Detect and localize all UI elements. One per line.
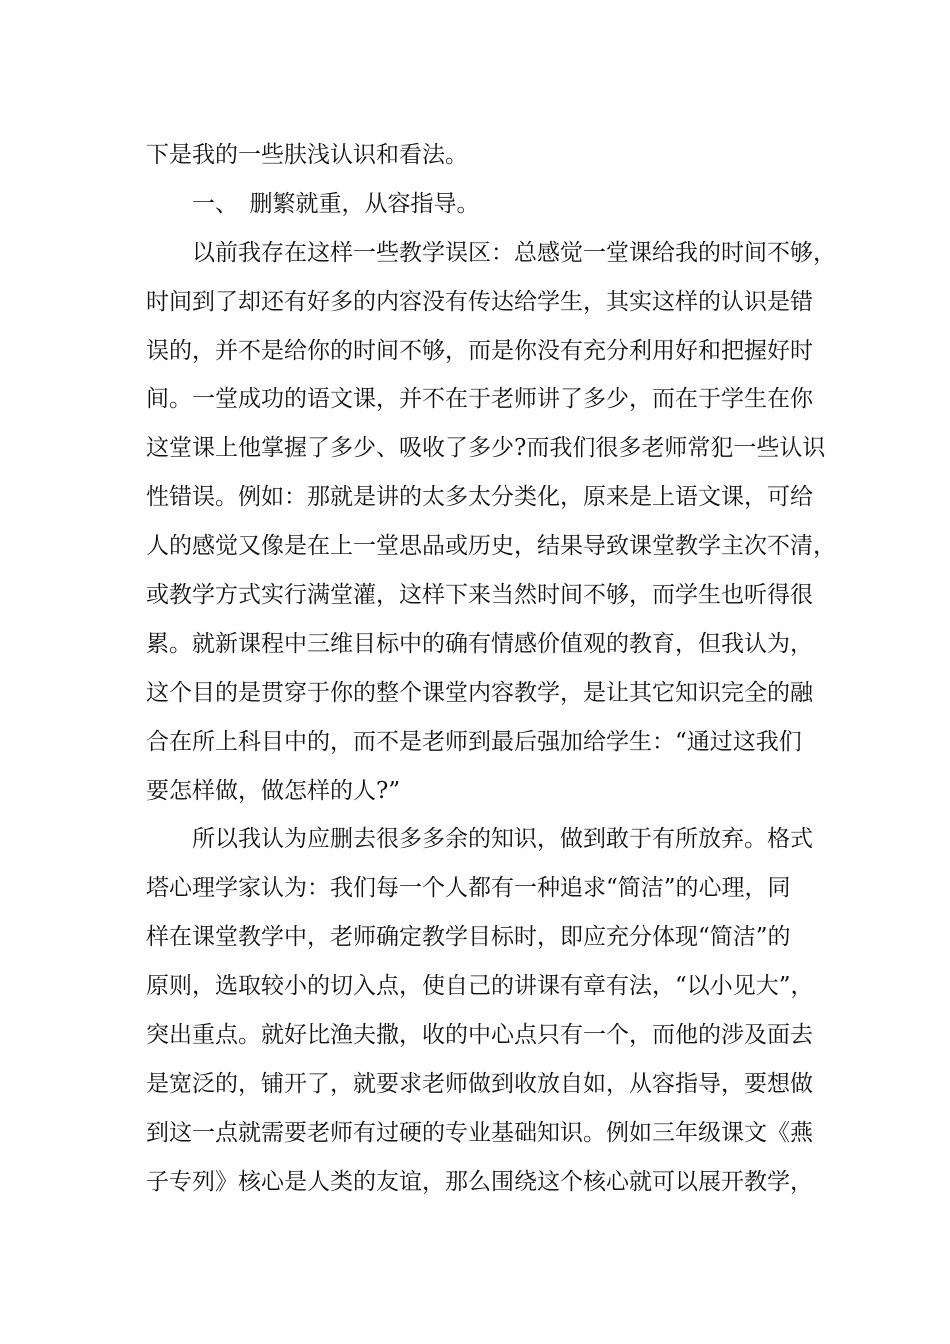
paragraph-line: 要怎样做，做怎样的人?”	[146, 777, 401, 804]
paragraph-line: 时间到了却还有好多的内容没有传达给学生，其实这样的认识是错	[146, 288, 813, 315]
paragraph-line: 子专列》核心是人类的友谊，那么围绕这个核心就可以展开教学，	[146, 1168, 813, 1195]
paragraph-line: 塔心理学家认为：我们每一个人都有一种追求“简洁”的心理，同	[146, 875, 791, 902]
paragraph-first-line: 所以我认为应删去很多多余的知识，做到敢于有所放弃。格式	[192, 826, 813, 853]
paragraph-line: 这个目的是贯穿于你的整个课堂内容教学，是让其它知识完全的融	[146, 679, 813, 706]
paragraph-line: 或教学方式实行满堂灌，这样下来当然时间不够，而学生也听得很	[146, 582, 813, 609]
paragraph-line: 到这一点就需要老师有过硬的专业基础知识。例如三年级课文《燕	[146, 1119, 813, 1146]
paragraph-line: 误的，并不是给你的时间不够，而是你没有充分利用好和把握好时	[146, 337, 813, 364]
paragraph-line: 是宽泛的，铺开了，就要求老师做到收放自如，从容指导，要想做	[146, 1070, 813, 1097]
paragraph-line: 样在课堂教学中，老师确定教学目标时，即应充分体现“简洁”的	[146, 924, 791, 951]
paragraph-continuation-line: 下是我的一些肤浅认识和看法。	[146, 142, 468, 168]
paragraph-line: 合在所上科目中的，而不是老师到最后强加给学生：“通过这我们	[146, 728, 802, 755]
body-text	[146, 131, 836, 1207]
section-heading: 一、 删繁就重，从容指导。	[192, 190, 480, 217]
paragraph-line: 突出重点。就好比渔夫撒，收的中心点只有一个，而他的涉及面去	[146, 1022, 813, 1049]
paragraph-line: 间。一堂成功的语文课，并不在于老师讲了多少，而在于学生在你	[146, 386, 813, 413]
paragraph-line: 这堂课上他掌握了多少、吸收了多少?而我们很多老师常犯一些认识	[146, 435, 826, 462]
paragraph-line: 原则，选取较小的切入点，使自己的讲课有章有法，“以小见大”，	[146, 973, 814, 1000]
paragraph-first-line: 以前我存在这样一些教学误区：总感觉一堂课给我的时间不够，	[192, 239, 836, 266]
paragraph-line: 人的感觉又像是在上一堂思品或历史，结果导致课堂教学主次不清，	[146, 533, 836, 560]
paragraph-line: 性错误。例如：那就是讲的太多太分类化，原来是上语文课，可给	[146, 484, 813, 511]
paragraph-line: 累。就新课程中三维目标中的确有情感价值观的教育，但我认为，	[146, 630, 813, 657]
